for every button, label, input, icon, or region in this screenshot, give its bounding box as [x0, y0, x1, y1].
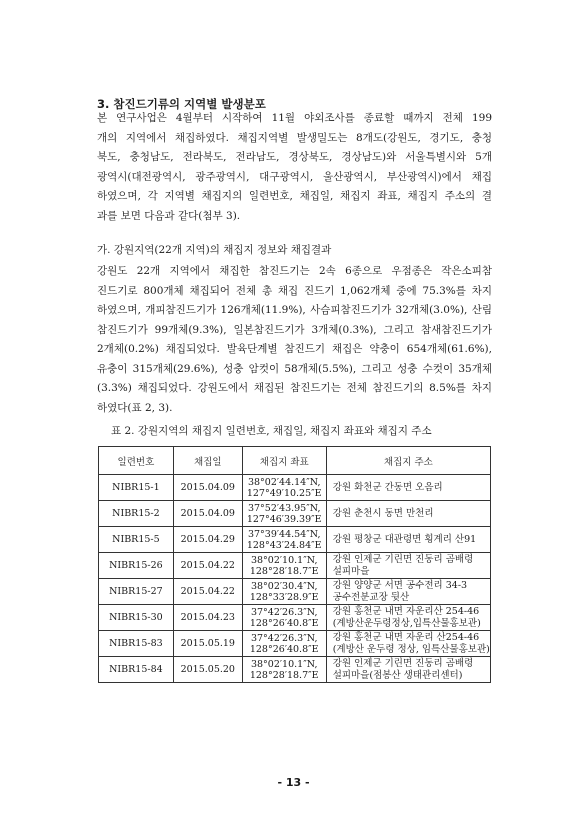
cell-coordinates	[242, 657, 326, 683]
cell-collection-date: 2015.04.29	[173, 527, 242, 553]
cell-coordinates	[242, 579, 326, 605]
paragraph-line: 본 연구사업은 4월부터 시작하여 11월 야외조사를 종료할 때까지 전체 199	[97, 112, 492, 124]
latitude: 38°02′44.14″N,	[247, 476, 321, 488]
table-caption: 표 2. 강원지역의 채집지 일련번호, 채집일, 채집지 좌표와 채집지 주소	[111, 425, 432, 437]
cell-coordinates	[242, 501, 326, 527]
cell-collection-date: 2015.05.19	[173, 631, 242, 657]
longitude: 128°26′40.8″E	[249, 617, 319, 629]
address-line: 강원 평창군 대관령면 횡계리 산91	[332, 533, 477, 545]
latitude: 38°02′10.1″N,	[250, 554, 318, 566]
cell-address	[326, 579, 490, 605]
paragraph-line: 참진드기가 99개체(9.3%), 일본참진드기가 3개체(0.3%), 그리고 참새참진드기가	[97, 323, 492, 336]
header-serial-number: 일련번호	[99, 447, 174, 475]
address-line: 설피마을(점봉산 생태관리센터)	[332, 669, 463, 681]
paragraph-gangwon-results	[97, 262, 492, 418]
longitude: 128°28′18.7″E	[249, 565, 319, 577]
cell-address	[326, 553, 490, 579]
longitude: 127°46′39.39″E	[246, 513, 322, 525]
longitude: 128°26′40.8″E	[249, 643, 319, 655]
header-coordinates: 채집지 좌표	[242, 447, 326, 475]
paragraph-line: 광역시(대전광역시, 광주광역시, 대구광역시, 울산광역시, 부산광역시)에서 채집	[97, 170, 492, 183]
cell-address	[326, 605, 490, 631]
address-line: 강원 홍천군 내면 자운리산 254-46	[332, 605, 480, 617]
cell-serial-number: NIBR15-1	[99, 475, 174, 501]
header-collection-date: 채집일	[173, 447, 242, 475]
cell-collection-date: 2015.04.09	[173, 475, 242, 501]
address-line: 강원 홍천군 내면 자운리 산254-46	[332, 631, 480, 643]
cell-serial-number: NIBR15-26	[99, 553, 174, 579]
cell-collection-date: 2015.05.20	[173, 657, 242, 683]
cell-address	[326, 475, 490, 501]
cell-serial-number: NIBR15-2	[99, 501, 174, 527]
address-line: 강원 춘천시 동면 만천리	[332, 507, 434, 519]
longitude: 128°28′18.7″E	[249, 669, 319, 681]
cell-collection-date: 2015.04.22	[173, 579, 242, 605]
section-title: 3. 참진드기류의 지역별 발생분포	[97, 97, 266, 111]
paragraph-line: 강원도 22개 지역에서 채집한 참진드기는 2속 6종으로 우점종은 작은소피참	[97, 265, 492, 277]
longitude: 128°43′24.84″E	[246, 539, 322, 551]
collection-site-table	[98, 446, 491, 683]
paragraph-line: 개의 지역에서 채집하였다. 채집지역별 발생밀도는 8개도(강원도, 경기도, 충청	[97, 131, 492, 144]
paragraph-line: (3.3%) 채집되었다. 강원도에서 채집된 참진드기는 전체 참진드기의 8.5%를 차지	[97, 382, 492, 394]
table-row	[99, 527, 491, 553]
paragraph-line: 하였으며, 개피참진드기가 126개체(11.9%), 사슴피참진드기가 32개체(3.0%), 산림	[97, 304, 492, 316]
address-line: 공수전분교장 뒷산	[332, 591, 410, 603]
table-row	[99, 631, 491, 657]
cell-coordinates	[242, 605, 326, 631]
latitude: 37°52′43.95″N,	[247, 502, 321, 514]
address-line: 설피마을	[332, 565, 370, 577]
cell-serial-number: NIBR15-30	[99, 605, 174, 631]
address-line: (계방산 운두령 정상, 임특산물홍보관)	[332, 643, 490, 655]
latitude: 37°39′44.54″N,	[247, 528, 321, 540]
latitude: 38°02′10.1″N,	[250, 658, 318, 670]
page-number: - 13 -	[277, 776, 310, 789]
address-line: 강원 인제군 기린면 진동리 곰배령	[332, 657, 474, 669]
longitude: 127°49′10.25″E	[246, 487, 322, 499]
table-row	[99, 605, 491, 631]
cell-address	[326, 631, 490, 657]
cell-collection-date: 2015.04.22	[173, 553, 242, 579]
cell-serial-number: NIBR15-27	[99, 579, 174, 605]
table-header-row	[99, 447, 491, 475]
address-line: 강원 양양군 서면 공수전리 34-3	[332, 579, 468, 591]
cell-serial-number: NIBR15-83	[99, 631, 174, 657]
address-line: (계방산운두령정상,입특산물홍보관)	[332, 617, 481, 629]
table-row	[99, 553, 491, 579]
address-line: 강원 인제군 기린면 진동리 곰배령	[332, 553, 474, 565]
paragraph-line: 북도, 충청남도, 전라북도, 전라남도, 경상북도, 경상남도)와 서울특별시와 5개	[97, 151, 492, 163]
header-address: 채집지 주소	[326, 447, 490, 475]
cell-serial-number: NIBR15-5	[99, 527, 174, 553]
longitude: 128°33′28.9″E	[249, 591, 319, 603]
cell-coordinates	[242, 527, 326, 553]
latitude: 37°42′26.3″N,	[250, 632, 318, 644]
paragraph-line: 하였으며, 각 지역별 채집지의 일련번호, 채집일, 채집지 좌표, 채집지 주소의 결	[97, 190, 492, 202]
latitude: 37°42′26.3″N,	[250, 606, 318, 618]
cell-address	[326, 657, 490, 683]
cell-serial-number: NIBR15-84	[99, 657, 174, 683]
paragraph-line: 진드기로 800개체 채집되어 전체 총 채집 진드기 1,062개체 중에 75.3%를 차지	[97, 284, 492, 297]
paragraph-intro	[97, 109, 492, 226]
table-row	[99, 501, 491, 527]
paragraph-line: 유충이 315개체(29.6%), 성충 암컷이 58개체(5.5%), 그리고 성충 수컷이 35개체	[97, 362, 492, 375]
table-row	[99, 657, 491, 683]
cell-coordinates	[242, 475, 326, 501]
cell-collection-date: 2015.04.09	[173, 501, 242, 527]
address-line: 강원 화천군 간동면 오음리	[332, 481, 443, 493]
cell-collection-date: 2015.04.23	[173, 605, 242, 631]
table-row	[99, 475, 491, 501]
table-body	[99, 475, 491, 683]
latitude: 38°02′30.4″N,	[250, 580, 318, 592]
paragraph-line: 2개체(0.2%) 채집되었다. 발육단계별 참진드기 채집은 약충이 654개체(61.6%),	[97, 343, 492, 355]
table-row	[99, 579, 491, 605]
paragraph-line: 하였다(표 2, 3).	[97, 401, 173, 414]
cell-coordinates	[242, 631, 326, 657]
paragraph-line: 과를 보면 다음과 같다(첨부 3).	[97, 209, 241, 222]
cell-coordinates	[242, 553, 326, 579]
cell-address	[326, 527, 490, 553]
subsection-heading: 가. 강원지역(22개 지역)의 채집지 정보와 채집결과	[97, 244, 332, 256]
cell-address	[326, 501, 490, 527]
